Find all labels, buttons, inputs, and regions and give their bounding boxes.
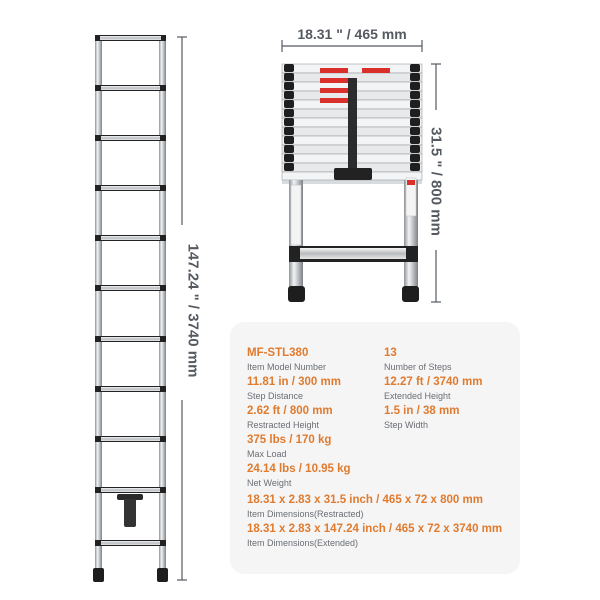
spec-extended-height-label: Extended Height <box>384 391 451 401</box>
ladder-left-foot <box>93 568 104 582</box>
spec-steps-label: Number of Steps <box>384 362 452 372</box>
spec-dimensions-extended <box>247 523 502 548</box>
spec-restracted-height <box>247 405 333 430</box>
spec-dimensions-extended-value: 18.31 x 2.83 x 147.24 inch / 465 x 72 x 3740 mm <box>247 523 503 535</box>
spec-dimensions-extended-label: Item Dimensions(Extended) <box>247 538 359 548</box>
spec-step-width-value: 1.5 in / 38 mm <box>384 405 460 417</box>
spec-step-distance-value: 11.81 in / 300 mm <box>247 376 341 388</box>
spec-step-distance-label: Step Distance <box>247 391 304 401</box>
spec-model-label: Item Model Number <box>247 362 327 372</box>
spec-steps <box>384 347 452 372</box>
spec-step-distance <box>247 376 341 401</box>
height-dimension-label: 147.24 " / 3740 mm <box>184 243 202 378</box>
spec-max-load-value: 375 lbs / 170 kg <box>247 434 332 446</box>
retracted-ladder-illustration <box>282 64 422 302</box>
width-dimension-label: 18.31 " / 465 mm <box>297 26 407 42</box>
spec-model-value: MF-STL380 <box>247 347 309 359</box>
spec-restracted-height-value: 2.62 ft / 800 mm <box>247 405 333 417</box>
spec-net-weight-value: 24.14 lbs / 10.95 kg <box>247 463 351 475</box>
spec-max-load-label: Max Load <box>247 449 287 459</box>
spec-restracted-height-label: Restracted Height <box>247 420 320 430</box>
spec-model <box>247 347 326 372</box>
spec-max-load <box>247 434 331 459</box>
spec-extended-height-value: 12.27 ft / 3740 mm <box>384 376 483 388</box>
ladder-right-rail <box>159 35 166 575</box>
spec-net-weight-label: Net Weight <box>247 478 292 488</box>
ladder-rungs <box>95 35 166 546</box>
spec-step-width <box>384 405 459 430</box>
spec-dimensions-restracted-label: Item Dimensions(Restracted) <box>247 509 364 519</box>
spec-step-width-label: Step Width <box>384 420 429 430</box>
spec-extended-height <box>384 376 482 401</box>
spec-net-weight <box>247 463 351 488</box>
spec-steps-value: 13 <box>384 347 397 359</box>
retracted-height-dimension-label: 31.5 " / 800 mm <box>427 127 445 236</box>
ladder-left-rail <box>95 35 102 575</box>
spec-dimensions-restracted-value: 18.31 x 2.83 x 31.5 inch / 465 x 72 x 800 mm <box>247 494 483 506</box>
ladder-right-foot <box>157 568 168 582</box>
spec-dimensions-restracted <box>247 494 483 519</box>
